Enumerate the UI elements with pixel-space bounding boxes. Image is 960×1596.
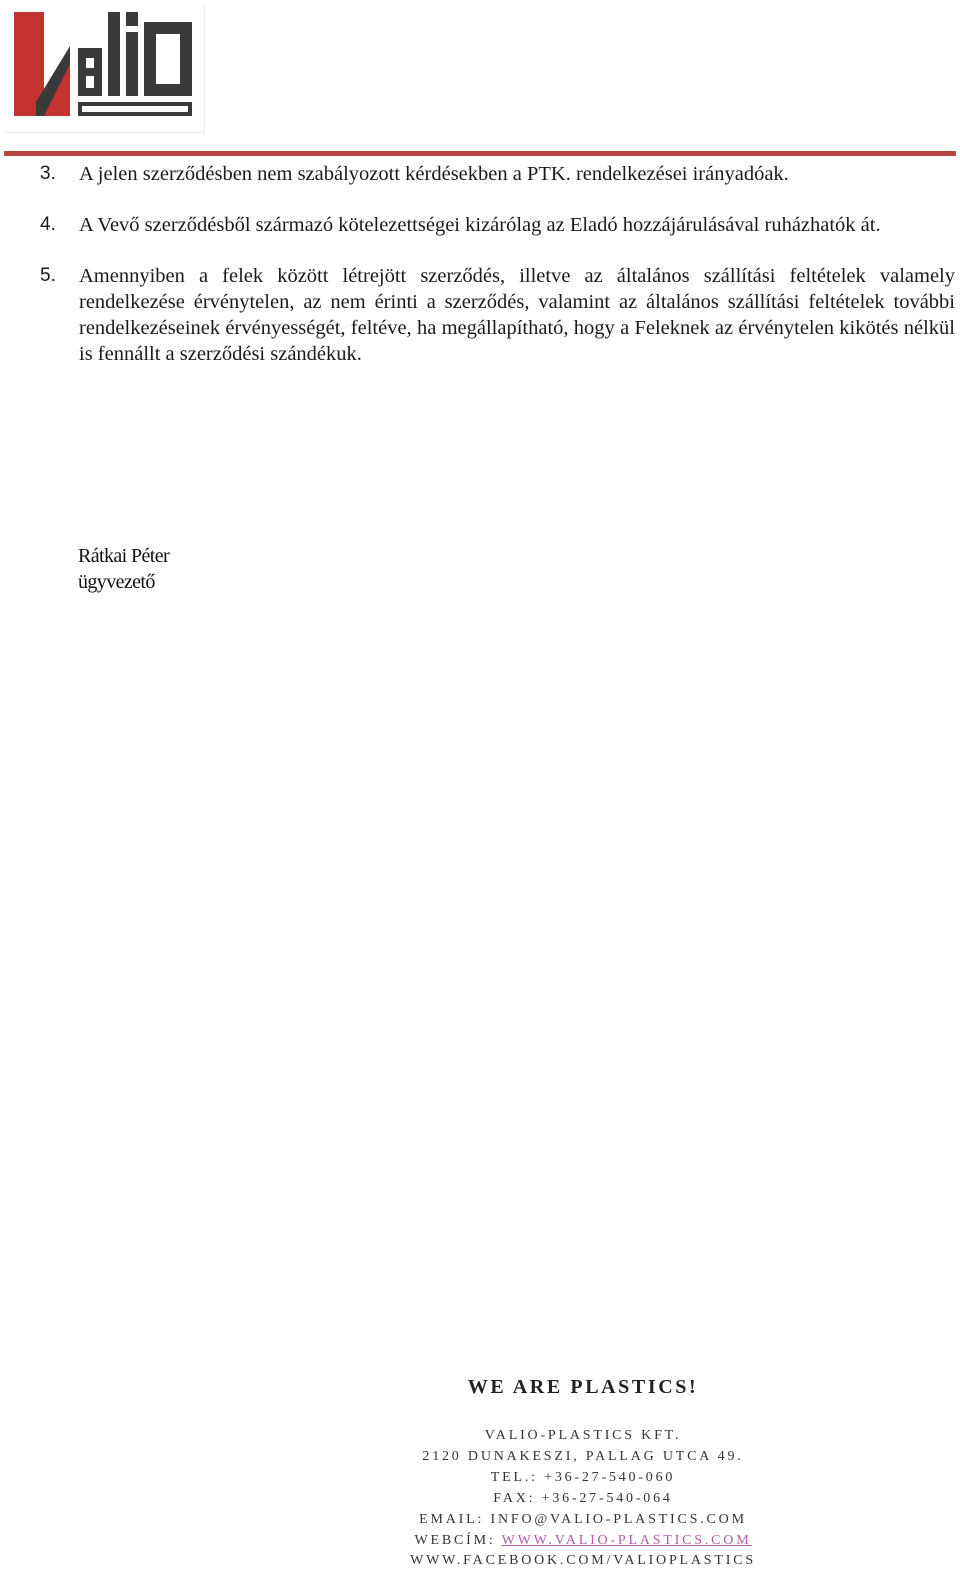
contract-clauses [40, 161, 955, 392]
signature-block [78, 543, 169, 595]
clause-4 [40, 212, 955, 238]
valio-plastics-logo [4, 4, 205, 133]
logo-letter-o [144, 22, 192, 96]
logo-wordmark-gap [82, 106, 188, 112]
logo-letter-l [108, 12, 120, 96]
clause-5 [40, 263, 955, 367]
clause-text: A Vevő szerződésből származó kötelezettségei kizárólag az Eladó hozzájárulásával ruházhatók át. [79, 214, 881, 236]
logo-letter-a [78, 48, 102, 96]
company-address: 2120 DUNAKESZI, PALLAG UTCA 49. [422, 1448, 744, 1464]
company-name: VALIO-PLASTICS KFT. [484, 1428, 682, 1443]
clause-text: A jelen szerződésben nem szabályozott kérdésekben a PTK. rendelkezései irányadóak. [79, 163, 789, 185]
footer-company-info [0, 1426, 960, 1572]
header-rule [4, 151, 956, 156]
company-phone: TEL.: +36-27-540-060 [490, 1469, 676, 1485]
clause-number: 3. [40, 163, 56, 184]
clause-number: 4. [40, 214, 56, 235]
logo-letter-i-dot [126, 12, 138, 26]
company-web [0, 1531, 960, 1552]
clause-number: 5. [40, 265, 56, 286]
logo-graphic [4, 4, 204, 132]
logo-letter-i [126, 32, 138, 96]
company-facebook: WWW.FACEBOOK.COM/VALIOPLASTICS [410, 1553, 756, 1569]
clause-3 [40, 161, 955, 187]
footer-slogan: WE ARE PLASTICS! [467, 1376, 699, 1398]
clause-text: Amennyiben a felek között létrejött szerződés, illetve az általános szállítási feltételek valamely rendelkezése érvénytelen, az nem érinti a szerződés, valamint az általános szállítási feltételek további rendelkezéseinek érvényességét, feltéve, ha megállapítható, hogy a Feleknek az érvénytelen kikötés nélkül is fennállt a szerződési szándékuk. [79, 265, 955, 365]
company-fax: FAX: +36-27-540-064 [493, 1490, 673, 1506]
signatory-name: Rátkai Péter [78, 545, 170, 567]
website-link[interactable]: WWW.VALIO-PLASTICS.COM [501, 1532, 752, 1548]
company-email: EMAIL: INFO@VALIO-PLASTICS.COM [419, 1511, 747, 1527]
web-label: WEBCÍM: [414, 1532, 496, 1548]
signatory-title: ügyvezető [78, 571, 155, 593]
